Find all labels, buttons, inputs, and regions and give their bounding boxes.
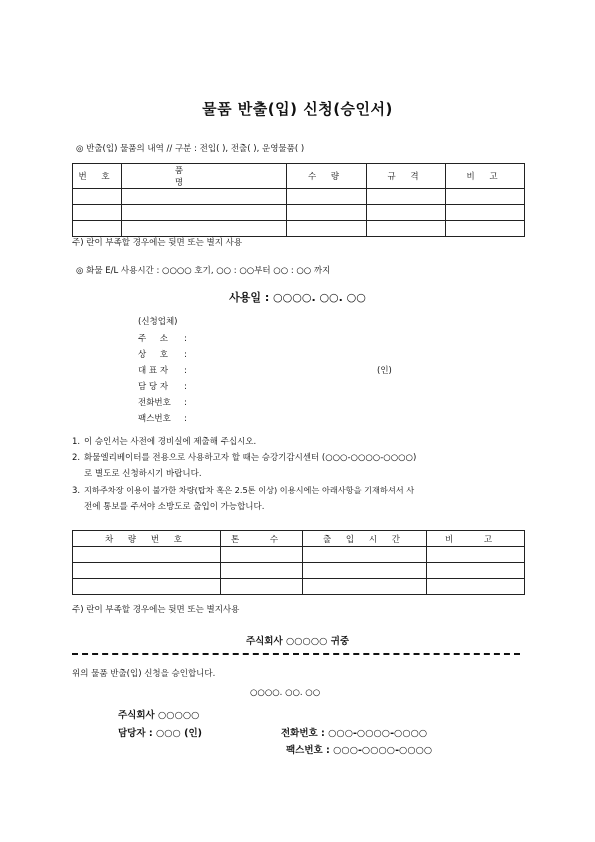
table-row [73, 221, 525, 237]
notice-continuation: 전에 통보를 주셔야 소방도로 출입이 가능합니다. [84, 502, 265, 512]
notice-number: 2. [72, 453, 81, 463]
cell[interactable] [303, 579, 427, 595]
applicant-phone[interactable] [138, 396, 187, 408]
header-quantity: 수 량 [287, 164, 367, 189]
field-label: 담 당 자 [138, 382, 169, 392]
cell[interactable] [287, 205, 367, 221]
field-label: 팩스번호 [138, 414, 171, 424]
notice-text: 화물엘리베이터를 전용으로 사용하고자 할 때는 승강기감시센터 (○○○-○○○○-○○○○) [84, 453, 417, 463]
cell[interactable] [73, 579, 221, 595]
approval-statement: 위의 물품 반출(입) 신청을 승인합니다. [72, 669, 216, 679]
table-row [73, 547, 525, 563]
field-label: 전화번호 [138, 398, 171, 408]
applicant-heading: (신청업체) [138, 317, 178, 327]
vehicle-table [72, 530, 525, 595]
cell[interactable] [287, 221, 367, 237]
notice-list [72, 434, 524, 515]
approval-fax: 팩스번호 : ○○○-○○○○-○○○○ [286, 745, 433, 756]
table-row [73, 189, 525, 205]
recipient: 주식회사 ○○○○○ 귀중 [245, 636, 350, 647]
field-colon: : [184, 350, 187, 360]
cell[interactable] [73, 221, 122, 237]
cell[interactable] [367, 189, 446, 205]
approval-company: 주식회사 ○○○○○ [118, 710, 200, 721]
cell[interactable] [303, 547, 427, 563]
cell[interactable] [73, 563, 221, 579]
notice-continuation: 로 별도로 신청하시기 바랍니다. [84, 469, 202, 479]
header-tonnage: 톤 수 [221, 531, 303, 547]
field-colon: : [184, 414, 187, 424]
cell[interactable] [221, 563, 303, 579]
notice-item [72, 482, 524, 515]
cell[interactable] [303, 563, 427, 579]
cut-line [72, 653, 520, 655]
cell[interactable] [427, 547, 525, 563]
field-label: 대 표 자 [138, 366, 169, 376]
header-entry-time: 출 입 시 간 [303, 531, 427, 547]
cell[interactable] [367, 221, 446, 237]
field-label: 주 소 [138, 334, 168, 344]
applicant-representative[interactable] [138, 364, 187, 376]
item-details-line: ◎ 반출(입) 물품의 내역 // 구분 : 전입( ), 전출( ), 운영물품( ) [76, 144, 305, 154]
notice-item [72, 450, 524, 482]
cell[interactable] [427, 579, 525, 595]
items-table [72, 163, 525, 237]
items-table-header [73, 164, 525, 189]
vehicle-table-note: 주) 란이 부족할 경우에는 뒷면 또는 별지사용 [72, 605, 240, 615]
cell[interactable] [73, 189, 122, 205]
cell[interactable] [122, 189, 287, 205]
field-colon: : [184, 334, 187, 344]
cell[interactable] [73, 547, 221, 563]
approval-manager: 담당자 : ○○○ (인) [118, 728, 202, 739]
applicant-company-name[interactable] [138, 348, 187, 360]
header-remarks: 비 고 [446, 164, 525, 189]
document-title: 물품 반출(입) 신청(승인서) [202, 100, 393, 118]
cell[interactable] [446, 221, 525, 237]
cell[interactable] [122, 205, 287, 221]
field-colon: : [184, 366, 187, 376]
cell[interactable] [122, 221, 287, 237]
header-vehicle-number: 차 량 번 호 [73, 531, 221, 547]
cell[interactable] [427, 563, 525, 579]
table-row [73, 205, 525, 221]
applicant-fax[interactable] [138, 412, 187, 424]
header-spec: 규 격 [367, 164, 446, 189]
field-label: 상 호 [138, 350, 168, 360]
vehicle-table-header [73, 531, 525, 547]
applicant-manager[interactable] [138, 380, 187, 392]
notice-text: 지하주차장 이용이 불가한 차량(탑차 혹은 2.5톤 이상) 이용시에는 아래사항을 기재하셔서 사 [84, 485, 415, 495]
use-date: 사용일 : ○○○○. ○○. ○○ [229, 291, 366, 304]
seal-mark: (인) [377, 366, 392, 376]
notice-number: 1. [72, 437, 81, 447]
table-row [73, 563, 525, 579]
cell[interactable] [287, 189, 367, 205]
cell[interactable] [446, 205, 525, 221]
header-number: 번 호 [73, 164, 122, 189]
field-colon: : [184, 398, 187, 408]
cell[interactable] [446, 189, 525, 205]
notice-number: 3. [72, 486, 81, 496]
header-item-name: 품 명 [122, 164, 287, 189]
elevator-time-line: ◎ 화물 E/L 사용시간 : ○○○○ 호기, ○○ : ○○부터 ○○ : ○○ 까지 [76, 266, 331, 276]
cell[interactable] [221, 547, 303, 563]
approval-phone: 전화번호 : ○○○-○○○○-○○○○ [281, 728, 428, 739]
cell[interactable] [221, 579, 303, 595]
notice-text: 이 승인서는 사전에 경비실에 제출해 주십시오. [84, 437, 257, 447]
cell[interactable] [367, 205, 446, 221]
cell[interactable] [73, 205, 122, 221]
applicant-address[interactable] [138, 332, 187, 344]
approval-date: ○○○○. ○○. ○○ [250, 688, 321, 698]
items-table-note: 주) 란이 부족할 경우에는 뒷면 또는 별지 사용 [72, 238, 243, 248]
field-colon: : [184, 382, 187, 392]
header-remarks: 비 고 [427, 531, 525, 547]
notice-item [72, 434, 524, 450]
table-row [73, 579, 525, 595]
